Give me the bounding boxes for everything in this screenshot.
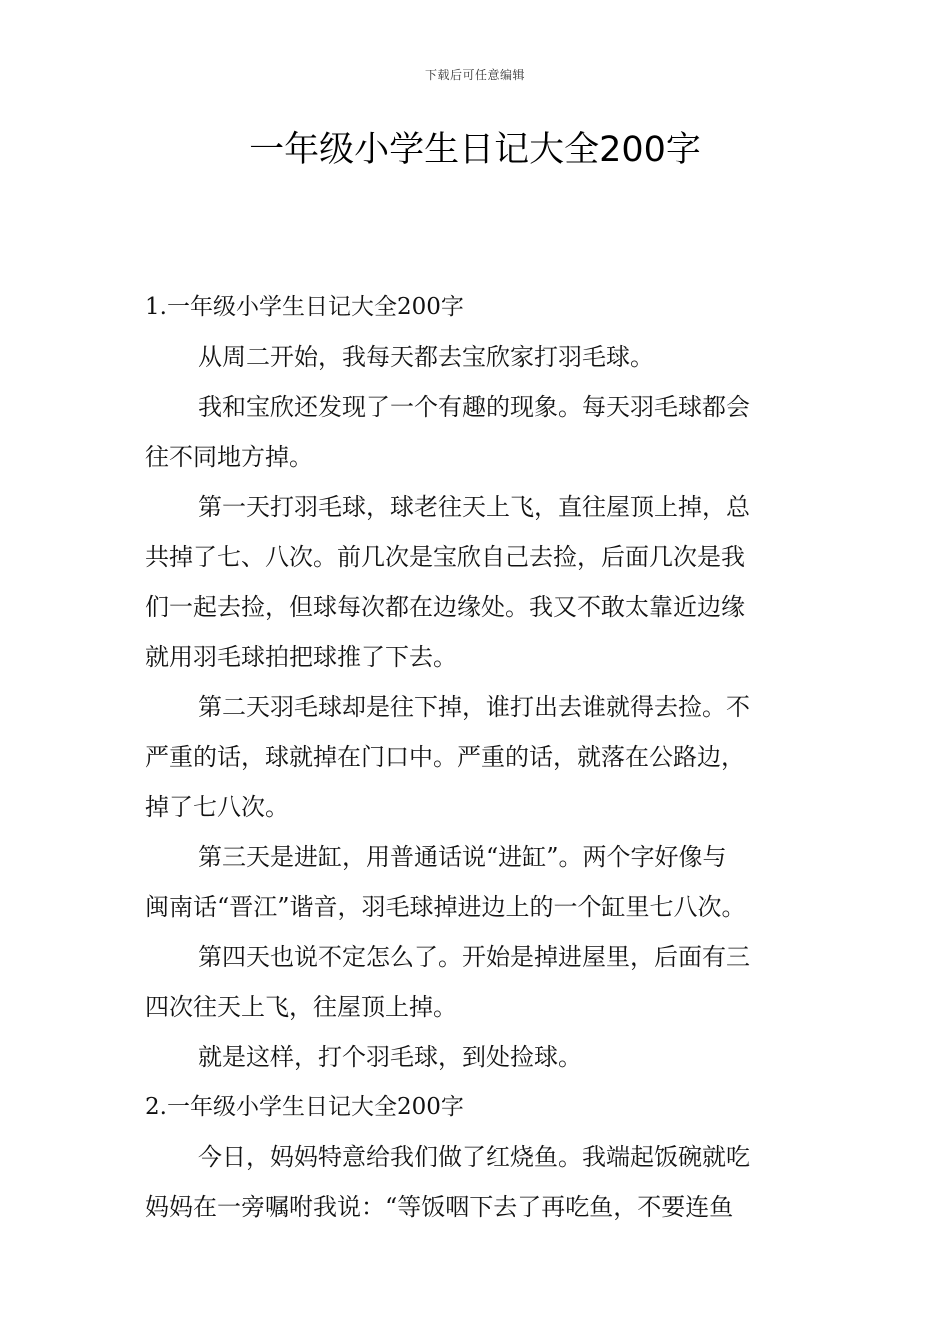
paragraph-line: 往不同地方掉。 <box>145 443 313 471</box>
paragraph-line: 就用羽毛球拍把球推了下去。 <box>145 643 457 671</box>
paragraph-line: 第四天也说不定怎么了。开始是掉进屋里，后面有三 <box>198 943 750 971</box>
document-body <box>145 282 809 1232</box>
paragraph-line: 四次往天上飞，往屋顶上掉。 <box>145 993 457 1021</box>
paragraph-line: 我和宝欣还发现了一个有趣的现象。每天羽毛球都会 <box>198 393 750 421</box>
paragraph-line: 今日，妈妈特意给我们做了红烧鱼。我端起饭碗就吃 <box>198 1143 750 1171</box>
paragraph-line: 们一起去捡，但球每次都在边缘处。我又不敢太靠近边缘 <box>145 593 745 621</box>
paragraph-line: 第二天羽毛球却是往下掉，谁打出去谁就得去捡。不 <box>198 693 750 721</box>
paragraph-line: 掉了七八次。 <box>145 793 289 821</box>
paragraph-line: 严重的话，球就掉在门口中。严重的话，就落在公路边， <box>145 743 745 771</box>
paragraph-line: 第一天打羽毛球，球老往天上飞，直往屋顶上掉，总 <box>198 493 750 521</box>
paragraph-line: 就是这样，打个羽毛球，到处捡球。 <box>198 1043 582 1071</box>
section-heading-2: 2.一年级小学生日记大全200字 <box>145 1094 464 1120</box>
document-title: 一年级小学生日记大全200字 <box>249 130 701 170</box>
section-heading-1: 1.一年级小学生日记大全200字 <box>145 294 464 320</box>
paragraph-line: 从周二开始，我每天都去宝欣家打羽毛球。 <box>198 343 654 371</box>
paragraph-line: 第三天是进缸，用普通话说“进缸”。两个字好像与 <box>198 843 727 871</box>
paragraph-line: 共掉了七、八次。前几次是宝欣自己去捡，后面几次是我 <box>145 543 745 571</box>
paragraph-line: 妈妈在一旁嘱咐我说：“等饭咽下去了再吃鱼，不要连鱼 <box>145 1193 734 1221</box>
paragraph-line: 闽南话“晋江”谐音，羽毛球掉进边上的一个缸里七八次。 <box>145 893 746 921</box>
header-note: 下载后可任意编辑 <box>424 68 525 82</box>
